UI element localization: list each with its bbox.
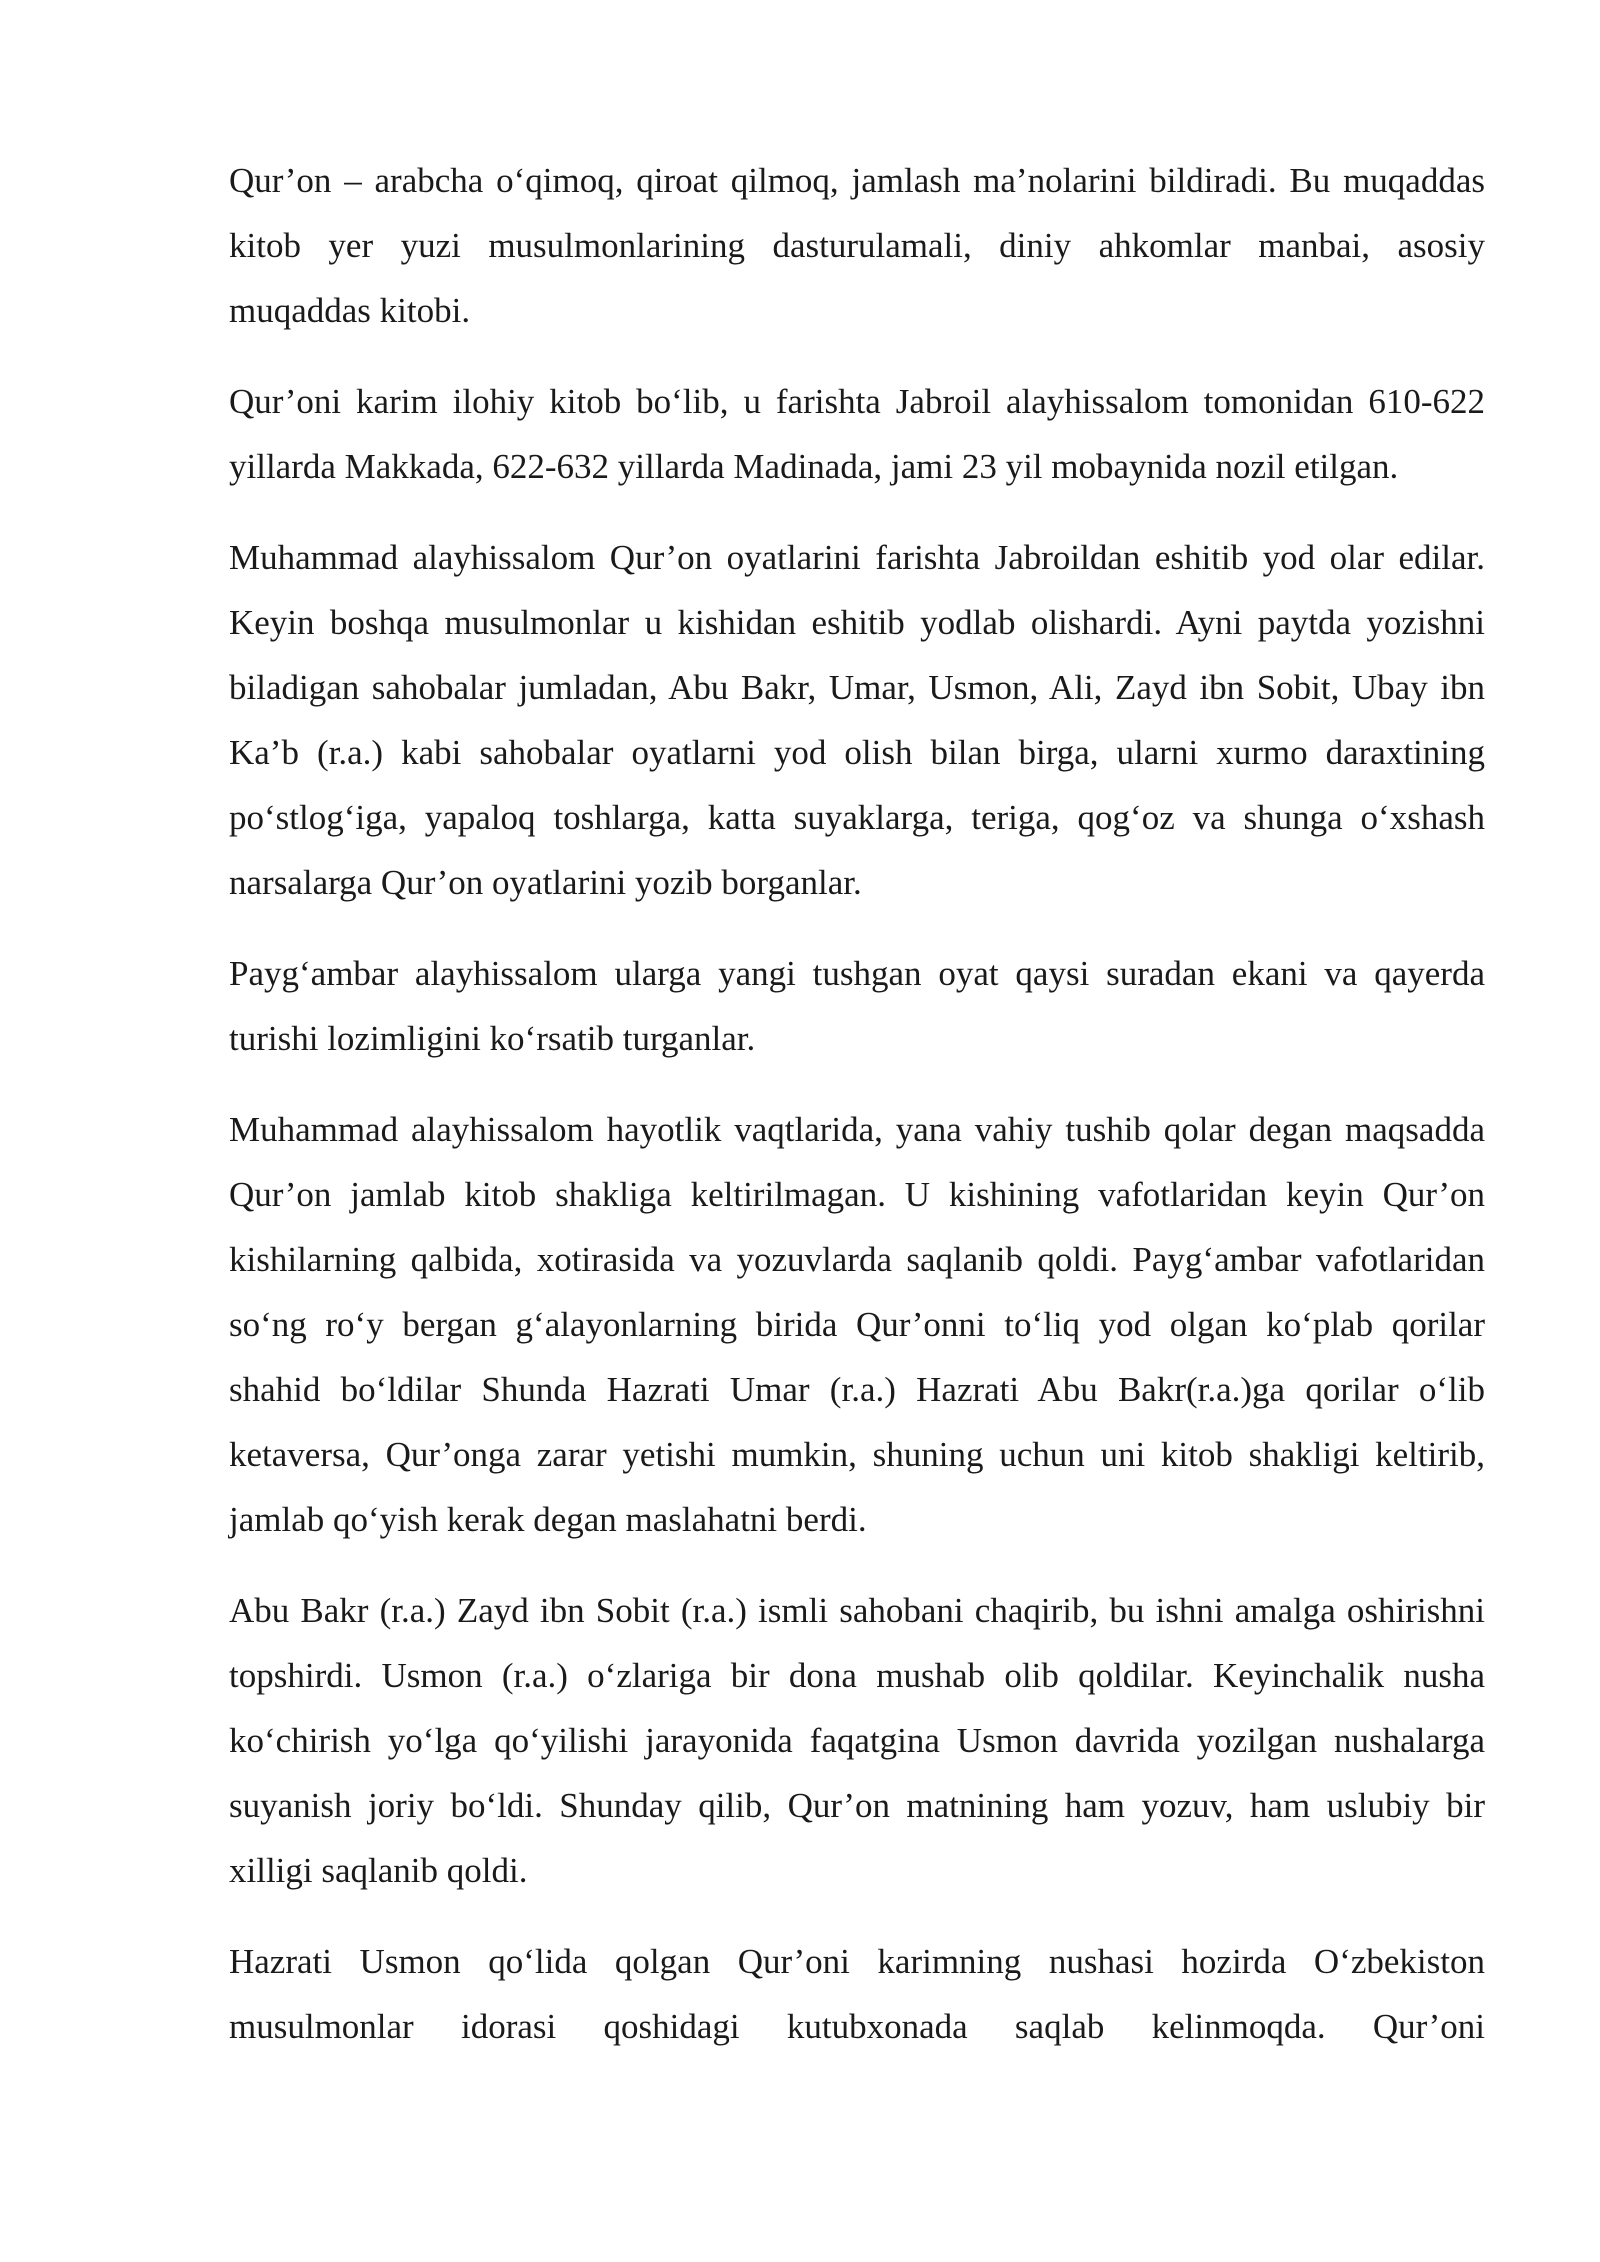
paragraph-zayd-ibn-sobit: Abu Bakr (r.a.) Zayd ibn Sobit (r.a.) ismli sahobani chaqirib, bu ishni amalga oshirishni topshirdi. Usmon (r.a.) o‘zlariga bir dona mushab olib qoldilar. Keyinchalik nusha ko‘chirish yo‘lga qo‘yilishi jarayonida faqatgina Usmon davrida yozilgan nushalarga suyanish joriy bo‘ldi. Shunday qilib, Qur’on matnining ham yozuv, ham uslubiy bir xilligi saqlanib qoldi. xyxy=(229,1591,1485,1890)
document-body xyxy=(229,148,1485,2085)
paragraph-usmon-copy: Hazrati Usmon qo‘lida qolgan Qur’oni karimning nushasi hozirda O‘zbekiston musulmonlar idorasi qoshidagi kutubxonada saqlab kelinmoqda. Qur’oni xyxy=(229,1942,1485,2046)
paragraph-revelation: Qur’oni karim ilohiy kitob bo‘lib, u farishta Jabroil alayhissalom tomonidan 610-622 yillarda Makkada, 622-632 yillarda Madinada, jami 23 yil mobaynida nozil etilgan. xyxy=(229,382,1485,486)
paragraph-verse-order: Payg‘ambar alayhissalom ularga yangi tushgan oyat qaysi suradan ekani va qayerda turishi lozimligini ko‘rsatib turganlar. xyxy=(229,954,1485,1058)
paragraph-compilation: Muhammad alayhissalom hayotlik vaqtlarida, yana vahiy tushib qolar degan maqsadda Qur’on jamlab kitob shakliga keltirilmagan. U kishining vafotlaridan keyin Qur’on kishilarning qalbida, xotirasida va yozuvlarda saqlanib qoldi. Payg‘ambar vafotlaridan so‘ng ro‘y bergan g‘alayonlarning birida Qur’onni to‘liq yod olgan ko‘plab qorilar shahid bo‘ldilar Shunda Hazrati Umar (r.a.) Hazrati Abu Bakr(r.a.)ga qorilar o‘lib ketaversa, Qur’onga zarar yetishi mumkin, shuning uchun uni kitob shakligi keltirib, jamlab qo‘yish kerak degan maslahatni berdi. xyxy=(229,1110,1485,1539)
paragraph-memorization: Muhammad alayhissalom Qur’on oyatlarini farishta Jabroildan eshitib yod olar edilar. Keyin boshqa musulmonlar u kishidan eshitib yodlab olishardi. Ayni paytda yozishni biladigan sahobalar jumladan, Abu Bakr, Umar, Usmon, Ali, Zayd ibn Sobit, Ubay ibn Ka’b (r.a.) kabi sahobalar oyatlarni yod olish bilan birga, ularni xurmo daraxtining po‘stlog‘iga, yapaloq toshlarga, katta suyaklarga, teriga, qog‘oz va shunga o‘xshash narsalarga Qur’on oyatlarini yozib borganlar. xyxy=(229,538,1485,902)
paragraph-quran-definition: Qur’on – arabcha o‘qimoq, qiroat qilmoq, jamlash ma’nolarini bildiradi. Bu muqaddas kitob yer yuzi musulmonlarining dasturulamali, diniy ahkomlar manbai, asosiy muqaddas kitobi. xyxy=(229,161,1485,330)
